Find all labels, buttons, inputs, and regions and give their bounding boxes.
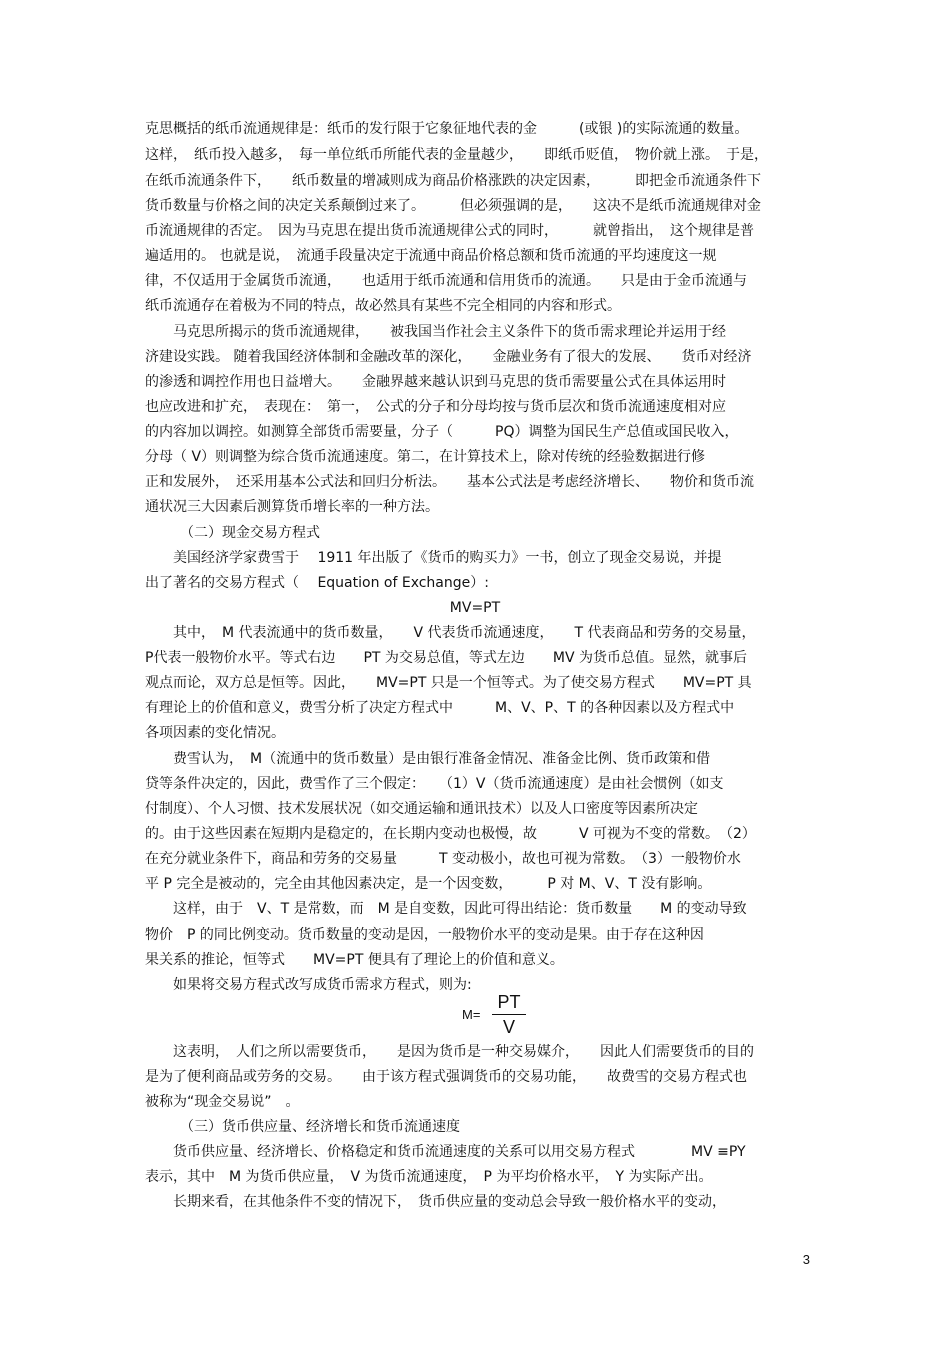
text-line: 克思概括的纸币流通规律是：纸币的发行限于它象征地代表的金 (或银 )的实际流通的数量。: [145, 121, 749, 137]
text-line: 律，不仅适用于金属货币流通， 也适用于纸币流通和信用货币的流通。 只是由于金币流通与: [145, 273, 747, 289]
text-line: 马克思所揭示的货币流通规律， 被我国当作社会主义条件下的货币需求理论并运用于经: [145, 324, 726, 340]
text-line: 货币供应量、经济增长、价格稳定和货币流通速度的关系可以用交易方程式 MV ≡PY: [145, 1144, 746, 1160]
text-line: 出了著名的交易方程式（ Equation of Exchange）:: [145, 575, 489, 591]
text-line: 济建设实践。 随着我国经济体制和金融改革的深化， 金融业务有了很大的发展、 货币对经济: [145, 349, 752, 365]
text-line: 在充分就业条件下，商品和劳务的交易量 T 变动极小，故也可视为常数。 （3）一般物价水: [145, 851, 741, 867]
text-line: 的。由于这些因素在短期内是稳定的，在长期内变动也极慢，故 V 可视为不变的常数。 （2）: [145, 826, 756, 842]
text-line: 货币数量与价格之间的决定关系颠倒过来了。 但必须强调的是， 这决不是纸币流通规律对金: [145, 198, 761, 214]
text-line: 的渗透和调控作用也日益增大。 金融界越来越认识到马克思的货币需要量公式在具体运用时: [145, 374, 726, 390]
text-line: 这表明， 人们之所以需要货币， 是因为货币是一种交易媒介， 因此人们需要货币的目的: [145, 1044, 754, 1060]
text-line: 通状况三大因素后测算货币增长率的一种方法。: [145, 499, 439, 515]
text-line: 遍适用的。 也就是说， 流通手段量决定于流通中商品价格总额和货币流通的平均速度这一规: [145, 248, 717, 264]
text-line: P代表一般物价水平。等式右边 PT 为交易总值，等式左边 MV 为货币总值。显然，就事后: [145, 650, 747, 666]
text-line: 币流通规律的否定。 因为马克思在提出货币流通规律公式的同时， 就曾指出， 这个规律是普: [145, 223, 754, 239]
text-line: 贷等条件决定的，因此，费雪作了三个假定： （1）V（货币流通速度）是由社会惯例（如支: [145, 776, 724, 792]
page-number: 3: [802, 1252, 810, 1267]
fraction-bar: [492, 1014, 526, 1015]
text-line: 在纸币流通条件下， 纸币数量的增减则成为商品价格涨跌的决定因素， 即把金币流通条件下: [145, 173, 761, 189]
formula-denominator: V: [502, 1017, 515, 1037]
formula-numerator: PT: [497, 992, 521, 1012]
text-line: 如果将交易方程式改写成货币需求方程式，则为:: [145, 977, 472, 993]
text-line: 其中， M 代表流通中的货币数量， V 代表货币流通速度， T 代表商品和劳务的交易量，: [145, 625, 756, 641]
text-line: 有理论上的价值和意义，费雪分析了决定方程式中 M、V、P、T 的各种因素以及方程式中: [145, 700, 735, 716]
text-line: 分母（ V）则调整为综合货币流通速度。第二，在计算技术上，除对传统的经验数据进行修: [145, 449, 706, 465]
text-line: 正和发展外， 还采用基本公式法和回归分析法。 基本公式法是考虑经济增长、 物价和货币流: [145, 474, 754, 490]
section-heading: （三）货币供应量、经济增长和货币流通速度: [145, 1119, 460, 1135]
text-line: 这样，由于 V、T 是常数，而 M 是自变数，因此可得出结论：货币数量 M 的变动导致: [145, 901, 747, 917]
text-line: 这样， 纸币投入越多， 每一单位纸币所能代表的金量越少， 即纸币贬值， 物价就上涨。 于是，: [145, 147, 768, 163]
text-line: 长期来看，在其他条件不变的情况下， 货币供应量的变动总会导致一般价格水平的变动，: [145, 1194, 726, 1210]
text-line: 表示，其中 M 为货币供应量， V 为货币流通速度， P 为平均价格水平， Y 为实际产出。: [145, 1169, 713, 1185]
section-heading: （二）现金交易方程式: [145, 525, 320, 541]
text-line: 的内容加以调控。如测算全部货币需要量，分子（ PQ）调整为国民生产总值或国民收入，: [145, 424, 739, 440]
text-line: 美国经济学家费雪于 1911 年出版了《货币的购买力》一书，创立了现金交易说，并提: [145, 550, 722, 566]
text-line: 物价 P 的同比例变动。货币数量的变动是因，一般物价水平的变动是果。由于存在这种因: [145, 927, 704, 943]
text-line: 观点而论，双方总是恒等。因此， MV=PT 只是一个恒等式。为了使交易方程式 MV=PT 具: [145, 675, 752, 691]
text-line: 平 P 完全是被动的，完全由其他因素决定，是一个因变数， P 对 M、V、T 没有影响。: [145, 876, 712, 892]
text-line: 被称为“现金交易说” 。: [145, 1094, 300, 1110]
formula-lhs: M=: [462, 1007, 481, 1022]
text-line: 各项因素的变化情况。: [145, 725, 285, 741]
text-line: 费雪认为， M（流通中的货币数量）是由银行准备金情况、准备金比例、货币政策和借: [145, 751, 711, 767]
text-line: 也应改进和扩充， 表现在： 第一， 公式的分子和分母均按与货币层次和货币流通速度相对应: [145, 399, 726, 415]
equation: MV=PT: [449, 600, 501, 616]
text-line: 付制度）、个人习惯、技术发展状况（如交通运输和通讯技术）以及人口密度等因素所决定: [145, 801, 698, 817]
text-line: 是为了便利商品或劳务的交易。 由于该方程式强调货币的交易功能， 故费雪的交易方程式也: [145, 1069, 747, 1085]
text-line: 果关系的推论，恒等式 MV=PT 便具有了理论上的价值和意义。: [145, 952, 564, 968]
text-line: 纸币流通存在着极为不同的特点，故必然具有某些不完全相同的内容和形式。: [145, 298, 621, 314]
